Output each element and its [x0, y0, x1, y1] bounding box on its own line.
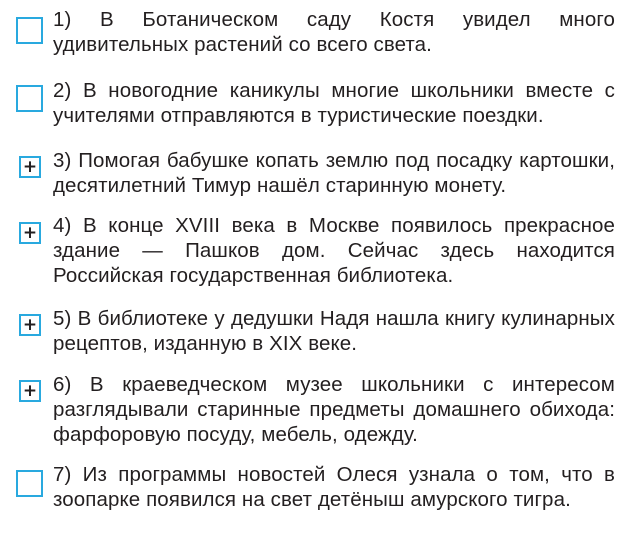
sentence-1: 1) В Ботаническом саду Костя увидел много удивительных растений со всего света.: [53, 8, 615, 56]
answer-checkbox-6[interactable]: [19, 380, 41, 402]
answer-checkbox-2[interactable]: [16, 85, 43, 112]
sentence-6: 6) В краеведческом музее школьники с интересом разглядывали старинные предметы домашнего обихода: фарфоровую посуду, мебель, одежду.: [53, 373, 615, 446]
plus-mark-icon: +: [22, 314, 38, 335]
plus-mark-icon: +: [22, 156, 38, 177]
answer-checkbox-3[interactable]: [19, 156, 41, 178]
sentence-4: 4) В конце XVIII века в Москве появилось прекрасное здание — Пашков дом. Сейчас здесь находится Российская государственная библиотека.: [53, 214, 615, 287]
plus-mark-icon: +: [22, 222, 38, 243]
answer-checkbox-5[interactable]: [19, 314, 41, 336]
answer-checkbox-4[interactable]: [19, 222, 41, 244]
answer-checkbox-1[interactable]: [16, 17, 43, 44]
sentence-5: 5) В библиотеке у дедушки Надя нашла книгу кулинарных рецептов, изданную в XIX веке.: [53, 307, 615, 355]
answer-checkbox-7[interactable]: [16, 470, 43, 497]
plus-mark-icon: +: [22, 380, 38, 401]
sentence-3: 3) Помогая бабушке копать землю под посадку картошки, десятилетний Тимур нашёл старинную монету.: [53, 149, 615, 197]
sentence-2: 2) В новогодние каникулы многие школьники вместе с учителями отправляются в туристические поездки.: [53, 79, 615, 127]
sentence-7: 7) Из программы новостей Олеся узнала о том, что в зоопарке появился на свет детёныш амурского тигра.: [53, 463, 615, 511]
